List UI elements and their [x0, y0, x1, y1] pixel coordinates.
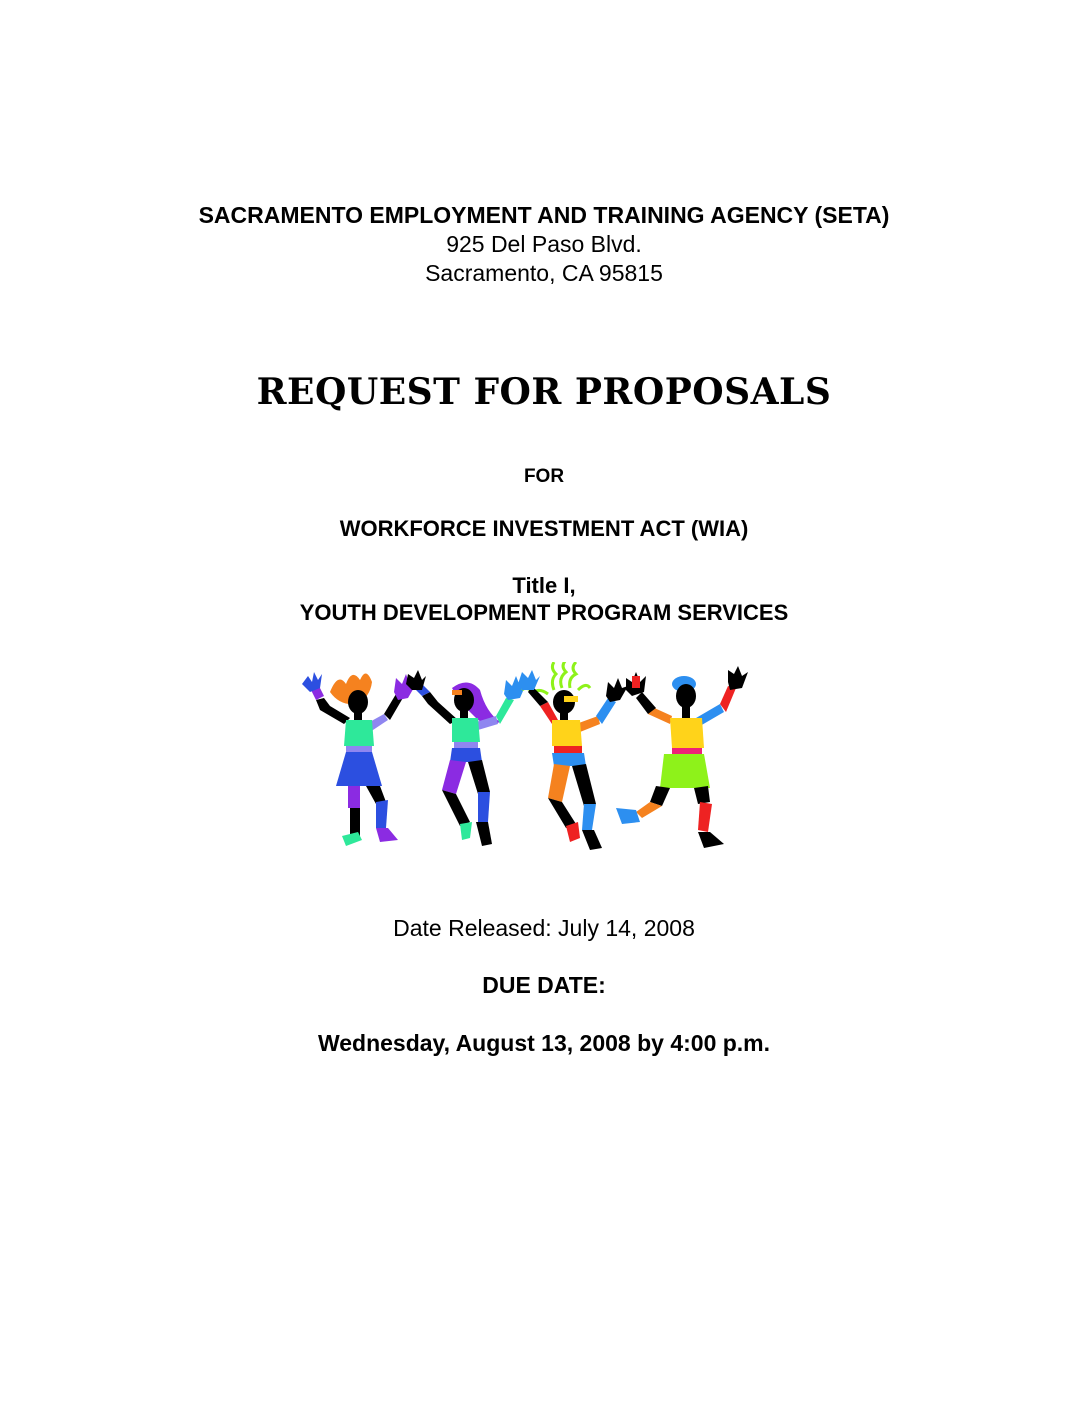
- dancing-youth-illustration: [300, 662, 760, 858]
- agency-name: SACRAMENTO EMPLOYMENT AND TRAINING AGENCY (SETA): [198, 202, 890, 228]
- dancer-1-figure: [302, 672, 416, 846]
- date-released: Date Released: July 14, 2008: [393, 915, 695, 941]
- agency-address-city: Sacramento, CA 95815: [425, 260, 663, 286]
- program-name: YOUTH DEVELOPMENT PROGRAM SERVICES: [299, 600, 789, 625]
- due-date-value: Wednesday, August 13, 2008 by 4:00 p.m.: [317, 1030, 771, 1056]
- title-number: Title I,: [512, 573, 576, 598]
- act-name: WORKFORCE INVESTMENT ACT (WIA): [339, 516, 749, 541]
- for-label: FOR: [523, 466, 565, 487]
- document-title: REQUEST FOR PROPOSALS: [256, 371, 832, 413]
- dancer-3-figure: [518, 662, 628, 850]
- agency-address-street: 925 Del Paso Blvd.: [446, 231, 642, 257]
- dancer-4-figure: [616, 666, 748, 848]
- dancer-2-figure: [406, 670, 526, 846]
- due-date-label: DUE DATE:: [482, 972, 606, 998]
